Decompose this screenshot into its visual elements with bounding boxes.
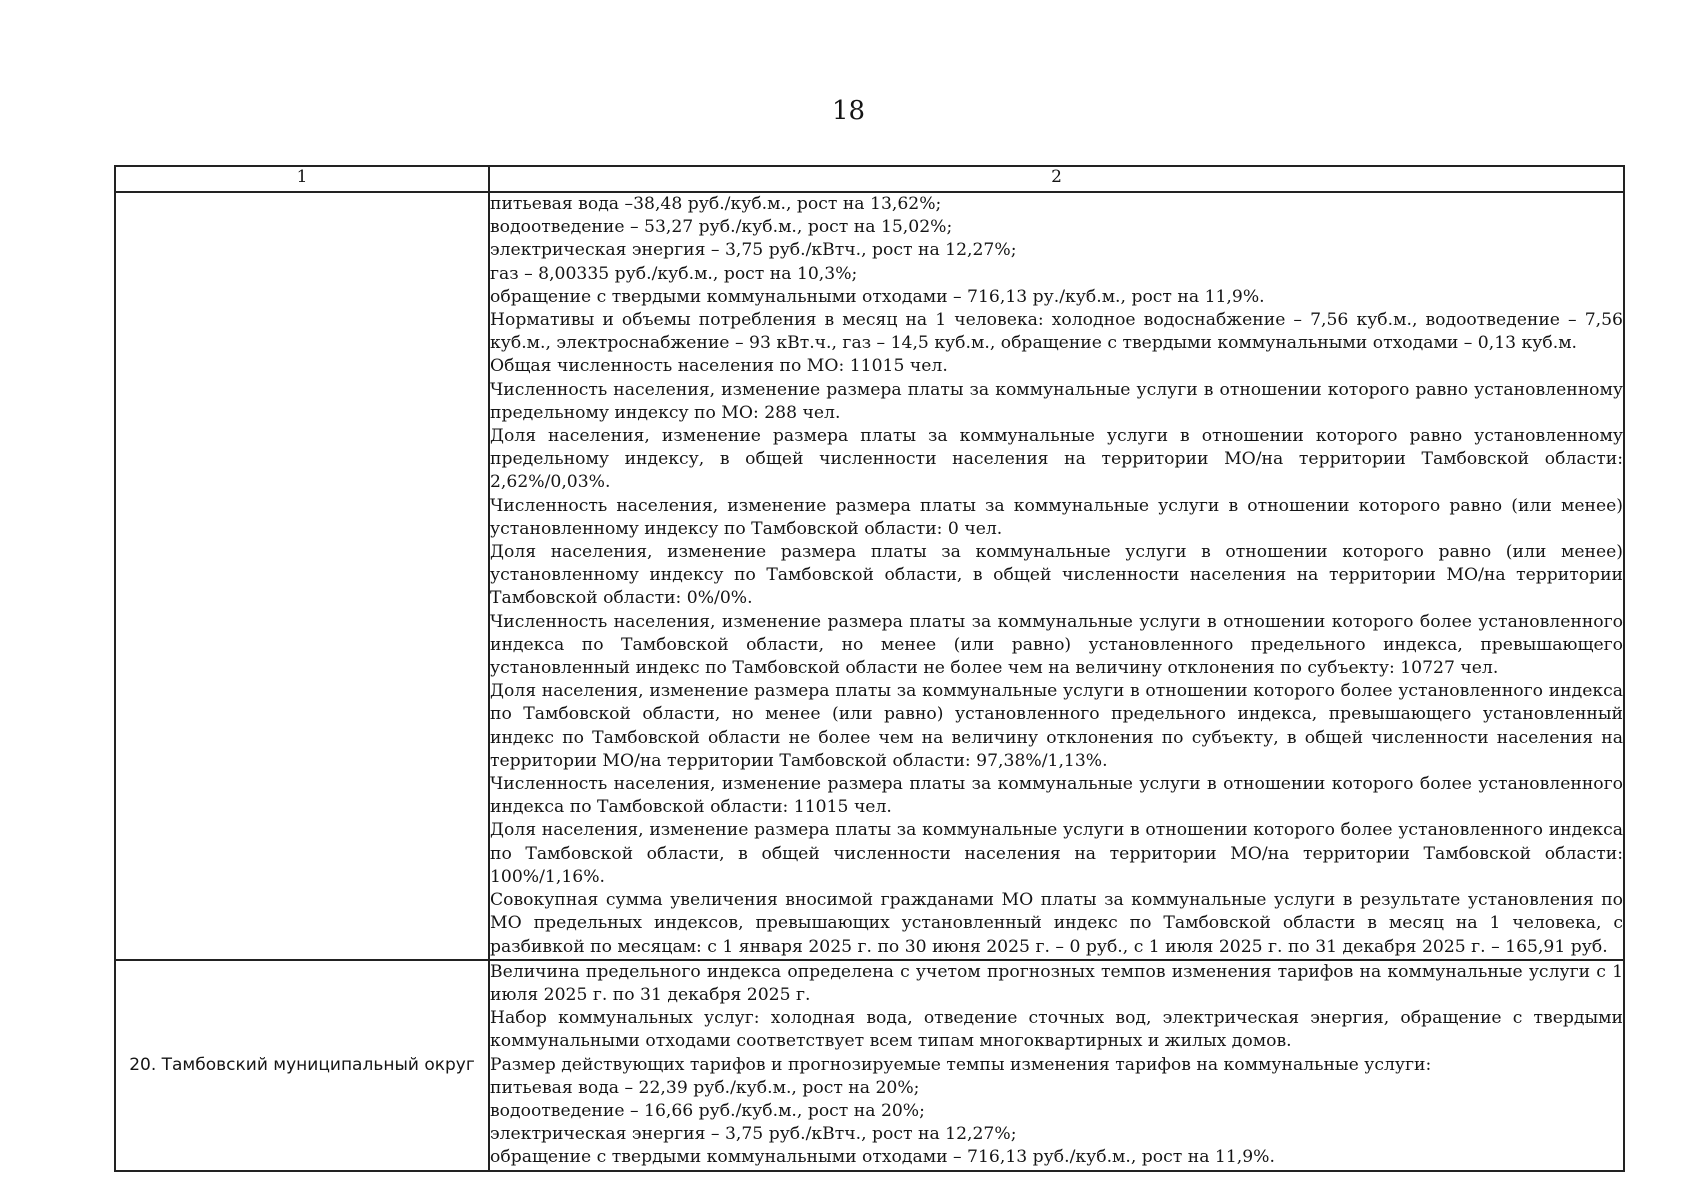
column-header-1: 1 [115,166,489,192]
paragraph: Общая численность населения по МО: 11015 чел. [490,356,948,377]
paragraph: электрическая энергия – 3,75 руб./кВтч., рост на 12,27%; [490,1124,1017,1145]
table-header-row [115,166,1624,192]
paragraph: Численность населения, изменение размера платы за коммунальные услуги в отношении которого более установленного индекса по Тамбовской области, но менее (или равно) установленного предельного индекса, превышающего установленный индекс по Тамбовской области не более чем на величину отклонения по субъекту: 10727 чел. [490,611,1623,679]
paragraph: Нормативы и объемы потребления в месяц на 1 человека: холодное водоснабжение – 7,56 куб.м., водоотведение – 7,56 куб.м., электроснабжение – 93 кВт.ч., газ – 14,5 куб.м., обращение с твердыми коммунальными отходами – 0,13 куб.м. [490,310,1623,354]
municipality-cell: 20. Тамбовский муниципальный округ [115,960,489,1171]
paragraph: обращение с твердыми коммунальными отходами – 716,13 ру./куб.м., рост на 11,9%. [490,286,1265,307]
paragraph: водоотведение – 53,27 руб./куб.м., рост на 15,02%; [490,217,953,238]
paragraph: питьевая вода – 22,39 руб./куб.м., рост на 20%; [490,1077,920,1098]
paragraph: электрическая энергия – 3,75 руб./кВтч., рост на 12,27%; [490,240,1017,261]
details-cell [489,192,1624,960]
paragraph: Величина предельного индекса определена с учетом прогнозных темпов изменения тарифов на коммунальные услуги с 1 июля 2025 г. по 31 декабря 2025 г. [490,961,1623,1005]
paragraph: Совокупная сумма увеличения вносимой гражданами МО платы за коммунальные услуги в результате установления по МО предельных индексов, превышающих установленный индекс по Тамбовской области в месяц на 1 человека, с разбивкой по месяцам: с 1 января 2025 г. по 30 июня 2025 г. – 0 руб., с 1 июля 2025 г. по 31 декабря 2025 г. – 165,91 руб. [490,890,1623,957]
paragraph: Доля населения, изменение размера платы за коммунальные услуги в отношении которого более установленного индекса по Тамбовской области, в общей численности населения на территории МО/на территории Тамбовской области: 100%/1,16%. [490,820,1623,887]
paragraph: питьевая вода –38,48 руб./куб.м., рост на 13,62%; [490,194,942,214]
paragraph: Численность населения, изменение размера платы за коммунальные услуги в отношении которого равно установленному предельному индексу по МО: 288 чел. [490,379,1623,423]
paragraph: Набор коммунальных услуг: холодная вода, отведение сточных вод, электрическая энергия, обращение с твердыми коммунальными отходами соответствует всем типам многоквартирных и жилых домов. [490,1008,1623,1052]
paragraph: Доля населения, изменение размера платы за коммунальные услуги в отношении которого равно (или менее) установленному индексу по Тамбовской области, в общей численности населения на территории МО/на территории Тамбовской области: 0%/0%. [490,542,1623,609]
column-header-2: 2 [489,166,1624,192]
paragraph: обращение с твердыми коммунальными отходами – 716,13 руб./куб.м., рост на 11,9%. [490,1147,1275,1168]
municipality-cell [115,192,489,960]
paragraph: Доля населения, изменение размера платы за коммунальные услуги в отношении которого более установленного индекса по Тамбовской области, но менее (или равно) установленного предельного индекса, превышающего установленный индекс по Тамбовской области не более чем на величину отклонения по субъекту, в общей численности населения на территории МО/на территории Тамбовской области: 97,38%/1,13%. [490,681,1623,771]
paragraph: Размер действующих тарифов и прогнозируемые темпы изменения тарифов на коммунальные услуги: [490,1054,1432,1075]
paragraph: Доля населения, изменение размера платы за коммунальные услуги в отношении которого равно установленному предельному индексу, в общей численности населения на территории МО/на территории Тамбовской области: 2,62%/0,03%. [490,426,1623,493]
paragraph: Численность населения, изменение размера платы за коммунальные услуги в отношении которого более установленного индекса по Тамбовской области: 11015 чел. [490,774,1623,818]
paragraph: газ – 8,00335 руб./куб.м., рост на 10,3%; [490,263,858,284]
paragraph: водоотведение – 16,66 руб./куб.м., рост на 20%; [490,1100,925,1121]
paragraph: Численность населения, изменение размера платы за коммунальные услуги в отношении которого равно (или менее) установленному индексу по Тамбовской области: 0 чел. [490,495,1623,539]
table-row [115,960,1624,1171]
page-number: 18 [831,96,866,126]
table-row [115,192,1624,960]
tariff-table [114,165,1625,1172]
details-cell [489,960,1624,1171]
